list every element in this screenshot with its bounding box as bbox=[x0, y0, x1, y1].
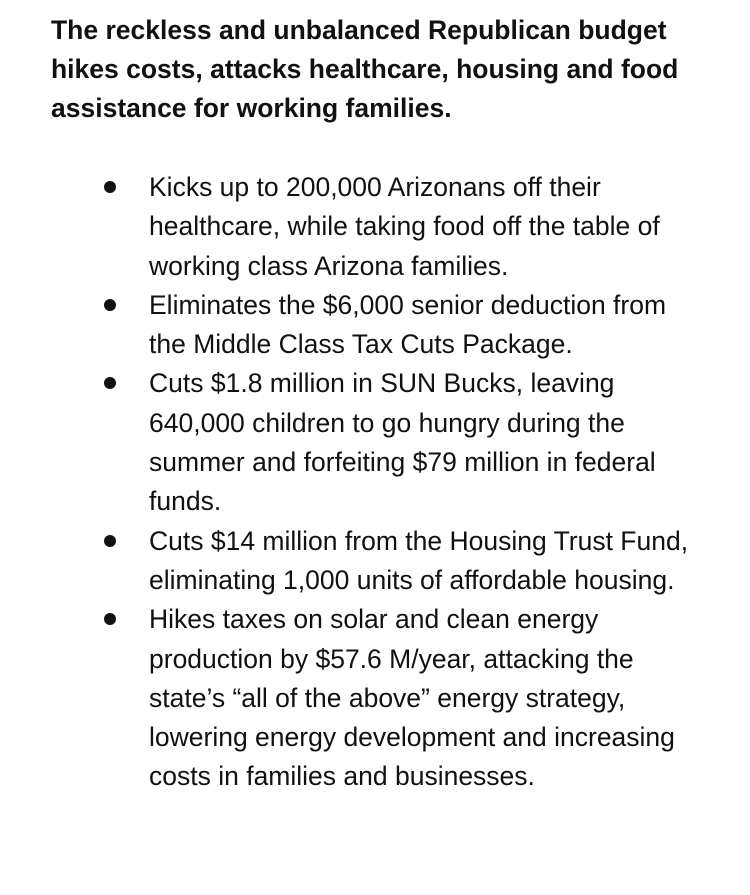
bullet-icon bbox=[104, 613, 116, 625]
bullet-text: Kicks up to 200,000 Arizonans off their healthcare, while taking food off the table of working class Arizona families. bbox=[149, 172, 660, 281]
bullet-icon bbox=[104, 299, 116, 311]
bullet-text: Cuts $1.8 million in SUN Bucks, leaving 640,000 children to go hungry during the summer and forfeiting $79 million in federal funds. bbox=[149, 368, 656, 517]
headline: The reckless and unbalanced Republican budget hikes costs, attacks healthcare, housing and food assistance for working families. bbox=[51, 15, 679, 123]
bullet-icon bbox=[104, 181, 116, 193]
bullet-icon bbox=[104, 535, 116, 547]
bullet-text: Eliminates the $6,000 senior deduction from the Middle Class Tax Cuts Package. bbox=[149, 289, 667, 360]
bullet-list bbox=[0, 168, 750, 797]
bullet-item bbox=[0, 168, 709, 286]
bullet-text: Cuts $14 million from the Housing Trust Fund, eliminating 1,000 units of affordable housing. bbox=[149, 525, 689, 595]
bullet-item bbox=[0, 600, 709, 796]
bullet-item bbox=[0, 364, 709, 521]
bullet-item bbox=[0, 286, 709, 365]
bullet-text: Hikes taxes on solar and clean energy production by $57.6 M/year, attacking the state’s “all of the above” energy strategy, lowering energy development and increasing costs in families and businesses. bbox=[149, 604, 675, 792]
bullet-item bbox=[0, 522, 709, 601]
bullet-icon bbox=[104, 377, 116, 389]
